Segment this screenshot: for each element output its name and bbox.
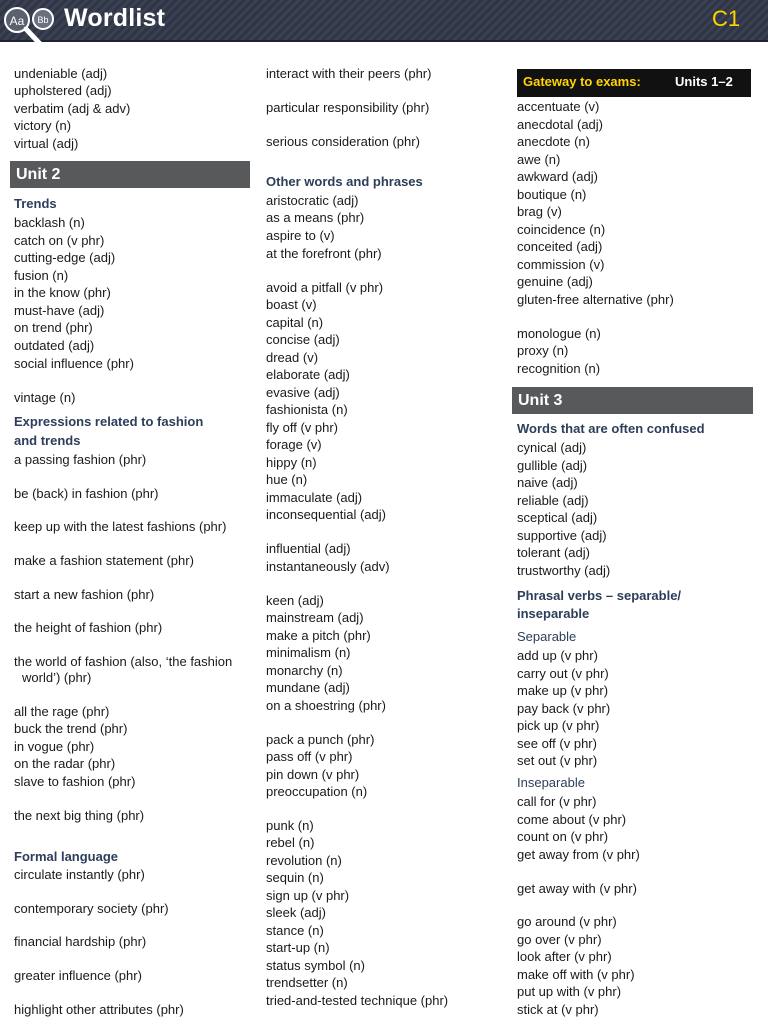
header-bar xyxy=(0,0,768,42)
word-entry: anecdote (n) xyxy=(517,134,590,149)
word-entry: look after (v phr) xyxy=(517,949,612,964)
word-entry: set out (v phr) xyxy=(517,753,598,768)
word-entry: punk (n) xyxy=(266,818,314,833)
word-entry: upholstered (adj) xyxy=(14,83,112,98)
word-entry: the world of fashion (also, ‘the fashion xyxy=(14,654,233,669)
word-entry: interact with their peers (phr) xyxy=(266,66,432,81)
word-entry: victory (n) xyxy=(14,118,72,133)
word-entry: influential (adj) xyxy=(266,541,351,556)
word-entry: must-have (adj) xyxy=(14,303,105,318)
word-entry: trustworthy (adj) xyxy=(517,563,611,578)
section-heading-phrasal-cont: inseparable xyxy=(517,606,590,621)
word-entry: recognition (n) xyxy=(517,361,601,376)
word-entry: catch on (v phr) xyxy=(14,233,105,248)
word-entry: boutique (n) xyxy=(517,187,587,202)
word-entry: pay back (v phr) xyxy=(517,701,611,716)
unit-3-heading: Unit 3 xyxy=(512,387,753,414)
word-entry: tried-and-tested technique (phr) xyxy=(266,993,449,1008)
word-entry: aspire to (v) xyxy=(266,228,335,243)
section-heading-phrasal: Phrasal verbs – separable/ xyxy=(517,588,682,603)
word-entry: preoccupation (n) xyxy=(266,784,368,799)
word-entry: make up (v phr) xyxy=(517,683,609,698)
word-entry: elaborate (adj) xyxy=(266,367,350,382)
word-entry: awe (n) xyxy=(517,152,561,167)
word-entry: carry out (v phr) xyxy=(517,666,609,681)
word-entry: cutting-edge (adj) xyxy=(14,250,116,265)
word-entry: contemporary society (phr) xyxy=(14,901,169,916)
word-entry: proxy (n) xyxy=(517,343,569,358)
word-entry: accentuate (v) xyxy=(517,99,600,114)
word-entry: monologue (n) xyxy=(517,326,601,341)
word-entry: conceited (adj) xyxy=(517,239,603,254)
page-title: Wordlist xyxy=(64,4,166,32)
word-entry: trendsetter (n) xyxy=(266,975,348,990)
gateway-to-exams-banner xyxy=(517,69,751,97)
word-entry: sequin (n) xyxy=(266,870,324,885)
word-entry: boast (v) xyxy=(266,297,317,312)
word-entry: outdated (adj) xyxy=(14,338,95,353)
word-entry: the next big thing (phr) xyxy=(14,808,145,823)
word-entry: greater influence (phr) xyxy=(14,968,142,983)
word-entry: status symbol (n) xyxy=(266,958,365,973)
word-entry: make off with (v phr) xyxy=(517,967,635,982)
word-entry: mainstream (adj) xyxy=(266,610,364,625)
word-entry: supportive (adj) xyxy=(517,528,607,543)
word-entry: start-up (n) xyxy=(266,940,330,955)
word-entry: hue (n) xyxy=(266,472,308,487)
word-entry: gluten-free alternative (phr) xyxy=(517,292,674,307)
word-entry: avoid a pitfall (v phr) xyxy=(266,280,384,295)
unit-2-heading: Unit 2 xyxy=(10,161,250,188)
word-entry: on the radar (phr) xyxy=(14,756,116,771)
word-entry: coincidence (n) xyxy=(517,222,606,237)
word-entry: circulate instantly (phr) xyxy=(14,867,145,882)
word-entry: concise (adj) xyxy=(266,332,340,347)
gateway-units: Units 1–2 xyxy=(675,74,733,89)
word-entry: a passing fashion (phr) xyxy=(14,452,147,467)
word-entry: sleek (adj) xyxy=(266,905,326,920)
word-entry: stance (n) xyxy=(266,923,324,938)
logo-text-right: Bb xyxy=(37,15,49,25)
word-entry: buck the trend (phr) xyxy=(14,721,128,736)
word-entry: make a fashion statement (phr) xyxy=(14,553,194,568)
word-entry: fusion (n) xyxy=(14,268,69,283)
word-entry: pick up (v phr) xyxy=(517,718,600,733)
word-entry: undeniable (adj) xyxy=(14,66,108,81)
word-entry: sceptical (adj) xyxy=(517,510,598,525)
magnifier-logo-icon xyxy=(2,4,62,48)
word-entry: gullible (adj) xyxy=(517,458,588,473)
word-entry: awkward (adj) xyxy=(517,169,598,184)
word-entry: fashionista (n) xyxy=(266,402,348,417)
word-entry: commission (v) xyxy=(517,257,605,272)
word-entry: keen (adj) xyxy=(266,593,324,608)
logo-text-left: Aa xyxy=(9,14,25,28)
word-entry: slave to fashion (phr) xyxy=(14,774,136,789)
word-entry: backlash (n) xyxy=(14,215,85,230)
word-entry: be (back) in fashion (phr) xyxy=(14,486,159,501)
word-entry: call for (v phr) xyxy=(517,794,597,809)
word-entry: see off (v phr) xyxy=(517,736,597,751)
word-entry: all the rage (phr) xyxy=(14,704,110,719)
word-entry: capital (n) xyxy=(266,315,324,330)
word-entry: immaculate (adj) xyxy=(266,490,363,505)
word-entry: highlight other attributes (phr) xyxy=(14,1002,184,1017)
word-entry: stick at (v phr) xyxy=(517,1002,599,1017)
word-entry: put up with (v phr) xyxy=(517,984,622,999)
word-entry: forage (v) xyxy=(266,437,322,452)
word-entry: aristocratic (adj) xyxy=(266,193,359,208)
word-entry: anecdotal (adj) xyxy=(517,117,603,132)
word-entry: cynical (adj) xyxy=(517,440,587,455)
word-entry: minimalism (n) xyxy=(266,645,351,660)
word-entry: dread (v) xyxy=(266,350,319,365)
word-entry: get away with (v phr) xyxy=(517,881,637,896)
word-entry: on a shoestring (phr) xyxy=(266,698,386,713)
word-entry: financial hardship (phr) xyxy=(14,934,147,949)
word-entry: brag (v) xyxy=(517,204,562,219)
section-heading-expressions: Expressions related to fashion xyxy=(14,414,204,429)
word-entry: serious consideration (phr) xyxy=(266,134,420,149)
word-entry: naive (adj) xyxy=(517,475,578,490)
word-entry: evasive (adj) xyxy=(266,385,340,400)
word-entry: rebel (n) xyxy=(266,835,315,850)
word-entry: instantaneously (adv) xyxy=(266,559,390,574)
word-entry: fly off (v phr) xyxy=(266,420,339,435)
word-entry: virtual (adj) xyxy=(14,136,79,151)
section-heading-trends: Trends xyxy=(14,196,57,211)
subheading-separable: Separable xyxy=(517,629,577,644)
word-entry: the height of fashion (phr) xyxy=(14,620,163,635)
section-heading-other-words: Other words and phrases xyxy=(266,174,423,189)
word-entry: vintage (n) xyxy=(14,390,76,405)
section-heading-formal: Formal language xyxy=(14,849,119,864)
section-heading-confused: Words that are often confused xyxy=(517,421,705,436)
word-entry: add up (v phr) xyxy=(517,648,598,663)
word-entry: sign up (v phr) xyxy=(266,888,350,903)
word-entry: make a pitch (phr) xyxy=(266,628,371,643)
level-badge: C1 xyxy=(712,6,741,31)
word-entry: pass off (v phr) xyxy=(266,749,353,764)
word-entry: revolution (n) xyxy=(266,853,342,868)
word-entry: in vogue (phr) xyxy=(14,739,95,754)
word-entry: hippy (n) xyxy=(266,455,317,470)
gateway-label: Gateway to exams: xyxy=(523,74,641,89)
word-entry: mundane (adj) xyxy=(266,680,350,695)
word-entry: genuine (adj) xyxy=(517,274,593,289)
section-heading-expressions-cont: and trends xyxy=(14,433,81,448)
word-entry: go over (v phr) xyxy=(517,932,602,947)
word-entry: keep up with the latest fashions (phr) xyxy=(14,519,227,534)
word-entry: pin down (v phr) xyxy=(266,767,360,782)
word-entry: social influence (phr) xyxy=(14,356,134,371)
word-entry: at the forefront (phr) xyxy=(266,246,382,261)
word-entry: count on (v phr) xyxy=(517,829,609,844)
word-entry: as a means (phr) xyxy=(266,210,365,225)
word-entry: pack a punch (phr) xyxy=(266,732,375,747)
word-entry: come about (v phr) xyxy=(517,812,627,827)
word-entry: inconsequential (adj) xyxy=(266,507,386,522)
subheading-inseparable: Inseparable xyxy=(517,775,585,790)
word-entry: get away from (v phr) xyxy=(517,847,640,862)
word-entry: particular responsibility (phr) xyxy=(266,100,430,115)
word-entry: go around (v phr) xyxy=(517,914,617,929)
word-entry: start a new fashion (phr) xyxy=(14,587,155,602)
word-entry: monarchy (n) xyxy=(266,663,343,678)
word-entry: verbatim (adj & adv) xyxy=(14,101,131,116)
word-entry: reliable (adj) xyxy=(517,493,589,508)
word-entry: tolerant (adj) xyxy=(517,545,590,560)
word-entry: world’) (phr) xyxy=(22,670,92,685)
word-entry: on trend (phr) xyxy=(14,320,93,335)
word-entry: in the know (phr) xyxy=(14,285,111,300)
